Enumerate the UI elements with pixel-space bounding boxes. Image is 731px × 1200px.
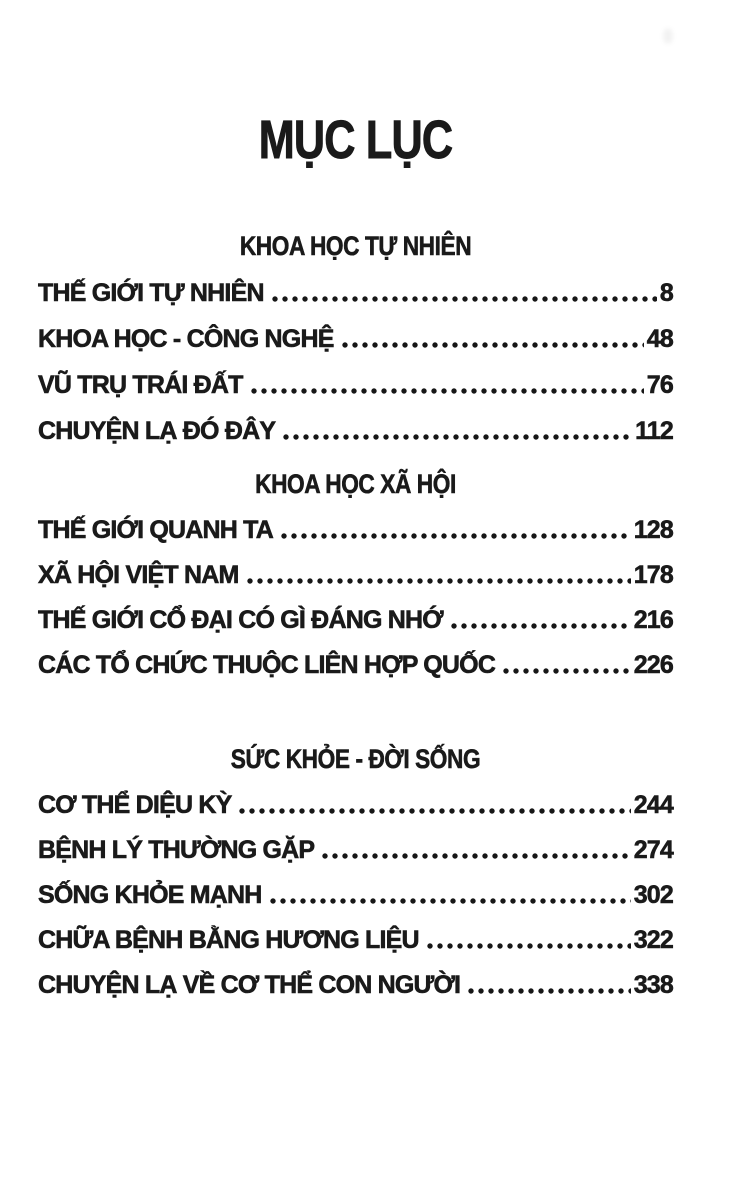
toc-entry (38, 970, 673, 1000)
toc-entry (38, 835, 673, 865)
toc-entry (38, 880, 673, 910)
toc-entry-label: KHOA HỌC - CÔNG NGHỆ (38, 325, 334, 353)
dotted-leader (245, 560, 631, 590)
dotted-leader (340, 324, 644, 354)
toc-entry (38, 790, 673, 820)
toc-entry (38, 324, 673, 354)
scan-smudge (663, 28, 673, 44)
toc-entry-page: 8 (659, 279, 673, 307)
toc-entry-page: 112 (635, 417, 673, 445)
toc-entry-page: 338 (633, 971, 673, 999)
toc-entry-label: CHUYỆN LẠ VỀ CƠ THỂ CON NGƯỜI (38, 971, 461, 999)
section-heading-khoa-hoc-tu-nhien: KHOA HỌC TỰ NHIÊN (239, 231, 472, 261)
toc-entry (38, 560, 673, 590)
toc-entry-label: SỐNG KHỎE MẠNH (38, 881, 262, 909)
section-entries (38, 515, 673, 680)
section-heading-suc-khoe-doi-song: SỨC KHỎE - ĐỜI SỐNG (230, 744, 481, 774)
toc-entry-label: CHỮA BỆNH BẰNG HƯƠNG LIỆU (38, 926, 419, 954)
dotted-leader (268, 880, 631, 910)
toc-entry (38, 925, 673, 955)
dotted-leader (281, 416, 632, 446)
dotted-leader (279, 515, 631, 545)
dotted-leader (249, 370, 644, 400)
toc-entry-label: BỆNH LÝ THƯỜNG GẶP (38, 836, 315, 864)
toc-entry-page: 216 (633, 606, 673, 634)
page-title: MỤC LỤC (258, 110, 453, 170)
toc-entry-page: 244 (633, 791, 673, 819)
toc-content (0, 108, 731, 1000)
toc-entry (38, 370, 673, 400)
toc-entry-label: THẾ GIỚI TỰ NHIÊN (38, 279, 264, 307)
toc-entry-label: CÁC TỔ CHỨC THUỘC LIÊN HỢP QUỐC (38, 651, 496, 679)
dotted-leader (270, 278, 657, 308)
toc-entry-page: 274 (633, 836, 673, 864)
toc-entry-page: 226 (633, 651, 673, 679)
toc-entry-page: 128 (633, 516, 673, 544)
section-entries (38, 278, 673, 446)
toc-entry-label: XÃ HỘI VIỆT NAM (38, 561, 239, 589)
toc-entry-label: CƠ THỂ DIỆU KỲ (38, 791, 232, 819)
toc-entry (38, 650, 673, 680)
section-heading-khoa-hoc-xa-hoi: KHOA HỌC XÃ HỘI (255, 469, 456, 499)
toc-entry-page: 322 (633, 926, 673, 954)
dotted-leader (466, 970, 631, 1000)
toc-entry-page: 178 (633, 561, 673, 589)
toc-entry-label: CHUYỆN LẠ ĐÓ ĐÂY (38, 417, 276, 445)
toc-entry-page: 302 (633, 881, 673, 909)
toc-entry-label: THẾ GIỚI CỔ ĐẠI CÓ GÌ ĐÁNG NHỚ (38, 606, 443, 634)
dotted-leader (501, 650, 631, 680)
dotted-leader (425, 925, 631, 955)
toc-entry-page: 48 (646, 325, 673, 353)
toc-entry (38, 278, 673, 308)
toc-entry (38, 515, 673, 545)
dotted-leader (320, 835, 630, 865)
toc-entry (38, 416, 673, 446)
section-entries (38, 790, 673, 1000)
toc-entry-label: VŨ TRỤ TRÁI ĐẤT (38, 371, 243, 399)
toc-entry (38, 605, 673, 635)
toc-entry-label: THẾ GIỚI QUANH TA (38, 516, 274, 544)
dotted-leader (237, 790, 630, 820)
dotted-leader (449, 605, 631, 635)
toc-entry-page: 76 (646, 371, 673, 399)
